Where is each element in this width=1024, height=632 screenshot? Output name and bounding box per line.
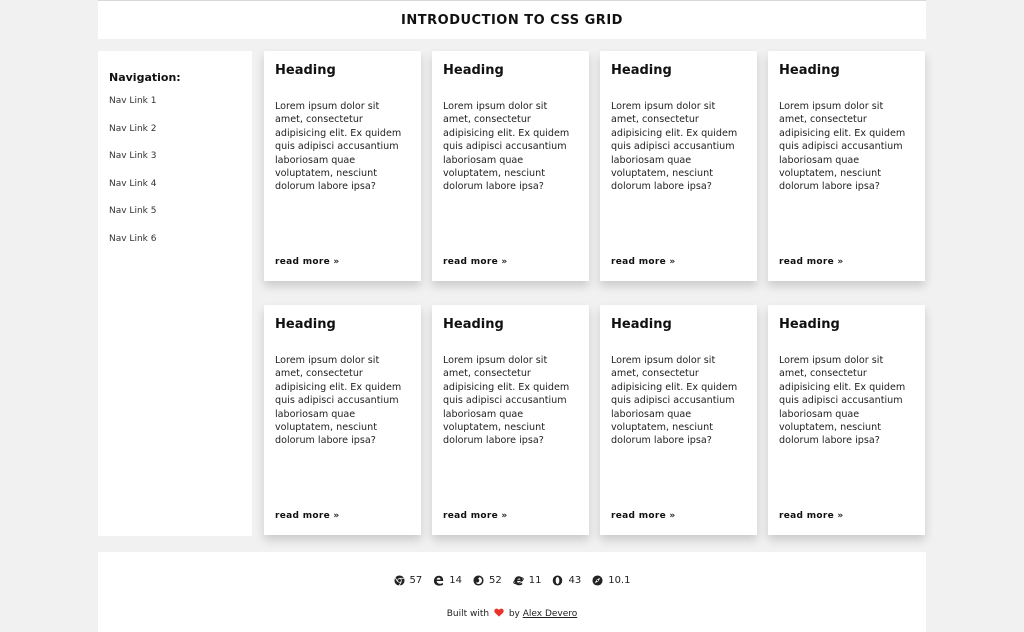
- card-text: Lorem ipsum dolor sit amet, consectetur adipisicing elit. Ex quidem quis adipisci accusantium laboriosam quae voluptatem, nesciunt dolorum labore ipsa?: [611, 101, 738, 193]
- nav-link-4[interactable]: Nav Link 4: [109, 178, 157, 189]
- card-text: Lorem ipsum dolor sit amet, consectetur adipisicing elit. Ex quidem quis adipisci accusantium laboriosam quae voluptatem, nesciunt dolorum labore ipsa?: [443, 101, 570, 193]
- card-heading: Heading: [443, 317, 504, 332]
- credit-by: by: [508, 609, 520, 619]
- card: [600, 305, 757, 535]
- card: [264, 305, 421, 535]
- card: [264, 51, 421, 281]
- browser-support: [98, 575, 926, 586]
- nav-heading: Navigation:: [109, 71, 181, 84]
- firefox-icon: [473, 575, 484, 586]
- card-heading: Heading: [779, 63, 840, 78]
- browser-version: 52: [489, 575, 502, 586]
- card-grid: [264, 51, 926, 536]
- browser-version: 57: [409, 575, 423, 586]
- browser-version: 43: [568, 575, 582, 586]
- browser-opera: [552, 575, 581, 586]
- nav-link-2[interactable]: Nav Link 2: [109, 123, 157, 134]
- card: [768, 51, 925, 281]
- browser-safari: [592, 575, 630, 586]
- read-more-link[interactable]: read more »: [275, 511, 340, 521]
- author-link[interactable]: Alex Devero: [522, 609, 578, 619]
- card-text: Lorem ipsum dolor sit amet, consectetur adipisicing elit. Ex quidem quis adipisci accusantium laboriosam quae voluptatem, nesciunt dolorum labore ipsa?: [779, 101, 906, 193]
- browser-version: 10.1: [608, 575, 631, 586]
- read-more-link[interactable]: read more »: [611, 511, 676, 521]
- card: [768, 305, 925, 535]
- edge-icon: [433, 575, 444, 586]
- page-header: [98, 0, 926, 39]
- card-heading: Heading: [779, 317, 840, 332]
- card-heading: Heading: [611, 317, 672, 332]
- nav-link-6[interactable]: Nav Link 6: [109, 233, 157, 244]
- safari-icon: [592, 575, 603, 586]
- read-more-link[interactable]: read more »: [779, 511, 844, 521]
- card-text: Lorem ipsum dolor sit amet, consectetur adipisicing elit. Ex quidem quis adipisci accusantium laboriosam quae voluptatem, nesciunt dolorum labore ipsa?: [779, 355, 906, 447]
- browser-chrome: [394, 575, 423, 586]
- ie-icon: [513, 575, 524, 586]
- browser-edge: [433, 575, 462, 586]
- read-more-link[interactable]: read more »: [611, 257, 676, 267]
- card-heading: Heading: [275, 317, 336, 332]
- nav-link-5[interactable]: Nav Link 5: [109, 206, 157, 216]
- credit-prefix: Built with: [446, 609, 490, 619]
- card: [432, 51, 589, 281]
- browser-version: 14: [449, 575, 462, 586]
- heart-icon: [494, 608, 504, 617]
- read-more-link[interactable]: read more »: [443, 511, 508, 521]
- chrome-icon: [394, 575, 405, 586]
- read-more-link[interactable]: read more »: [275, 257, 340, 267]
- card-text: Lorem ipsum dolor sit amet, consectetur adipisicing elit. Ex quidem quis adipisci accusantium laboriosam quae voluptatem, nesciunt dolorum labore ipsa?: [275, 355, 402, 447]
- opera-icon: [552, 575, 563, 586]
- card-text: Lorem ipsum dolor sit amet, consectetur adipisicing elit. Ex quidem quis adipisci accusantium laboriosam quae voluptatem, nesciunt dolorum labore ipsa?: [275, 101, 402, 193]
- card-text: Lorem ipsum dolor sit amet, consectetur adipisicing elit. Ex quidem quis adipisci accusantium laboriosam quae voluptatem, nesciunt dolorum labore ipsa?: [611, 355, 738, 447]
- browser-firefox: [473, 575, 502, 586]
- card-text: Lorem ipsum dolor sit amet, consectetur adipisicing elit. Ex quidem quis adipisci accusantium laboriosam quae voluptatem, nesciunt dolorum labore ipsa?: [443, 355, 570, 447]
- card: [600, 51, 757, 281]
- nav-link-1[interactable]: Nav Link 1: [109, 96, 157, 106]
- card: [432, 305, 589, 535]
- card-heading: Heading: [443, 63, 504, 78]
- read-more-link[interactable]: read more »: [779, 257, 844, 267]
- browser-version: 11: [528, 575, 542, 586]
- read-more-link[interactable]: read more »: [443, 257, 508, 267]
- card-heading: Heading: [611, 63, 672, 78]
- page-title: INTRODUCTION TO CSS GRID: [401, 12, 623, 28]
- browser-ie: [513, 575, 542, 586]
- page-footer: [98, 552, 926, 632]
- card-heading: Heading: [275, 63, 336, 78]
- credit-line: [98, 608, 926, 619]
- nav-link-3[interactable]: Nav Link 3: [109, 151, 157, 161]
- sidebar-nav: [98, 51, 252, 536]
